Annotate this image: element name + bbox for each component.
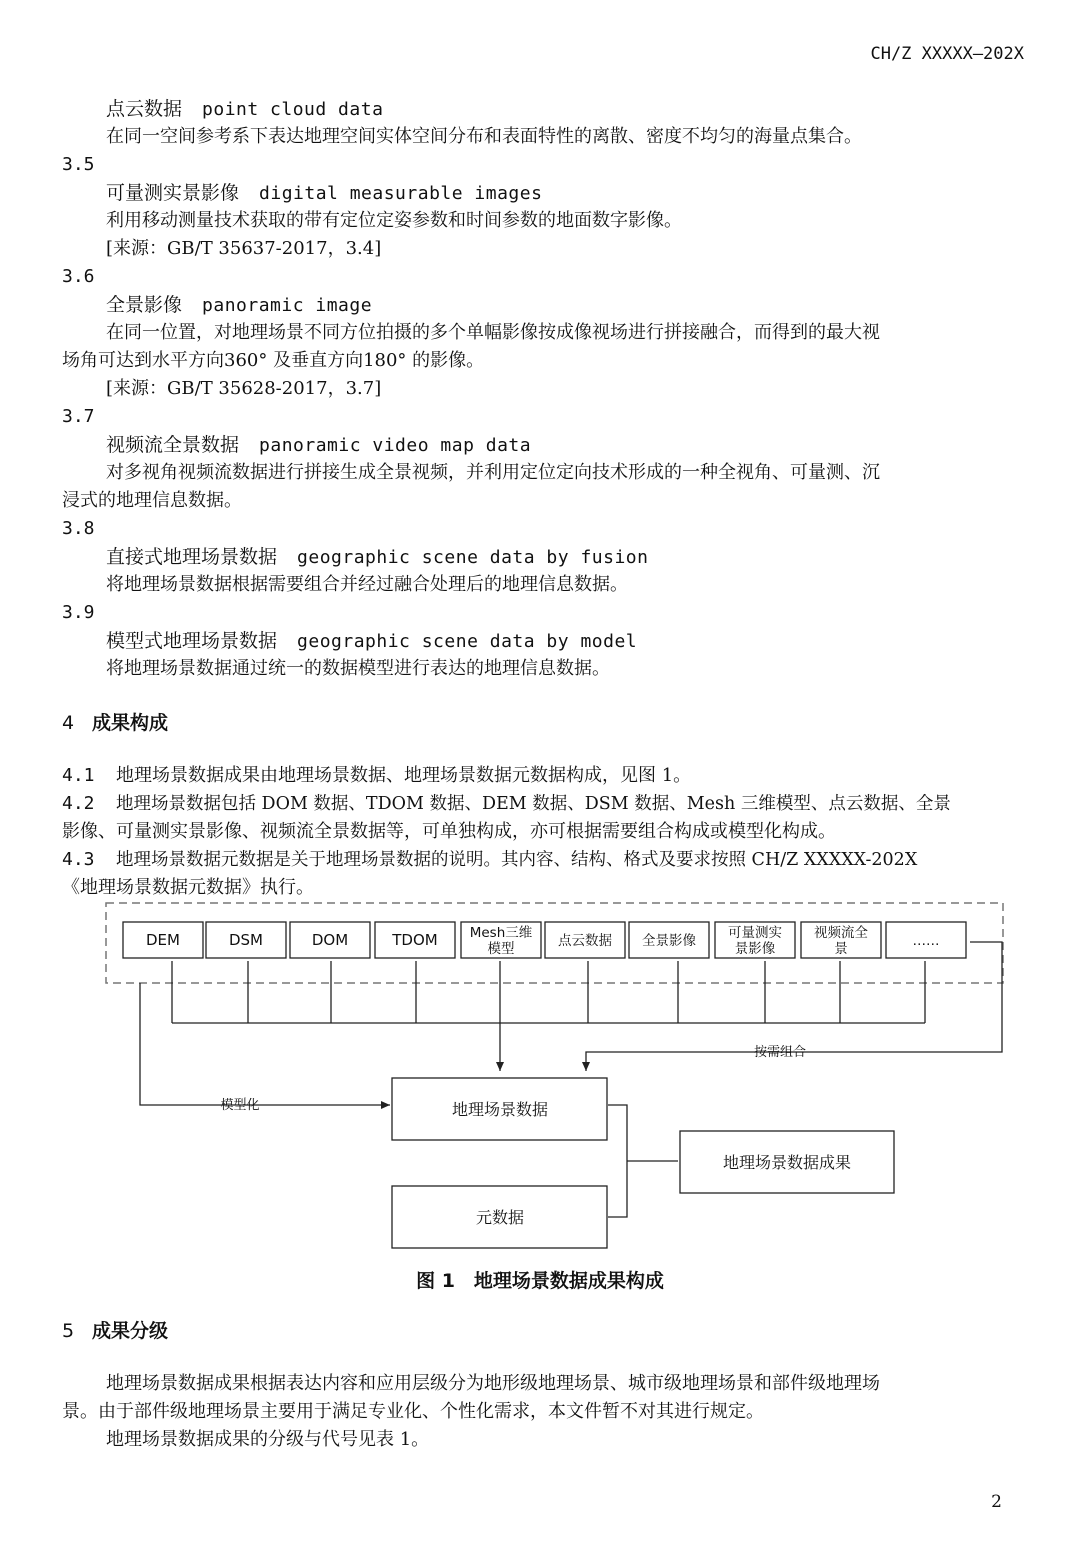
term-number: 3.5 (62, 154, 95, 175)
box-label-dem: DEM (146, 931, 180, 949)
term-definition: 将地理场景数据通过统一的数据模型进行表达的地理信息数据。 (106, 658, 610, 679)
term-zh: 全景影像 (106, 294, 183, 316)
box-label-dsm: DSM (228, 931, 264, 949)
term-zh: 模型式地理场景数据 (106, 630, 278, 652)
term-definition: 将地理场景数据根据需要组合并经过融合处理后的地理信息数据。 (106, 574, 628, 595)
term-source: [来源：GB/T 35628-2017，3.7] (106, 378, 382, 399)
term-heading (106, 545, 648, 570)
box-label-video-panorama: 视频流全 (814, 925, 868, 941)
paragraph-line: 地理场景数据成果的分级与代号见表 1。 (106, 1429, 430, 1450)
term-definition: 在同一空间参考系下表达地理空间实体空间分布和表面特性的离散、密度不均匀的海量点集合。 (106, 126, 862, 147)
box-label-mesh: 模型 (487, 941, 515, 957)
scene-data-label: 地理场景数据 (451, 1100, 549, 1119)
term-number: 3.8 (62, 518, 95, 539)
term-en: panoramic image (202, 295, 373, 316)
figure-diagram (0, 895, 1080, 1265)
box-label-tdom: TDOM (392, 931, 438, 949)
box-label-point-cloud: 点云数据 (558, 933, 612, 949)
clause-text: 地理场景数据包括 DOM 数据、TDOM 数据、DEM 数据、DSM 数据、Mesh 三维模型、点云数据、全景 (116, 794, 951, 814)
box-label-mesh: Mesh三维 (469, 925, 533, 941)
term-en: point cloud data (202, 99, 384, 120)
term-definition: 浸式的地理信息数据。 (62, 490, 242, 511)
clause-text: 地理场景数据元数据是关于地理场景数据的说明。其内容、结构、格式及要求按照 CH/Z XXXXX-202X (116, 850, 918, 870)
clause-text: 影像、可量测实景影像、视频流全景数据等，可单独构成，亦可根据需要组合构成或模型化构成。 (62, 821, 836, 842)
paragraph-line: 景。由于部件级地理场景主要用于满足专业化、个性化需求，本文件暂不对其进行规定。 (62, 1401, 764, 1422)
term-zh: 可量测实景影像 (106, 182, 240, 204)
term-number: 3.9 (62, 602, 95, 623)
section-title: 成果构成 (92, 712, 169, 734)
metadata-label: 元数据 (475, 1208, 525, 1227)
top-boxes-group (123, 922, 966, 958)
section-number: 4 (62, 712, 75, 734)
term-heading (106, 433, 531, 458)
box-label-measurable-image: 景影像 (734, 941, 776, 957)
section-title: 成果分级 (92, 1320, 169, 1342)
clause-text: 地理场景数据成果由地理场景数据、地理场景数据元数据构成，见图 1。 (116, 765, 692, 786)
term-heading (106, 629, 637, 654)
term-heading (106, 181, 542, 206)
box-label-measurable-image: 可量测实 (728, 925, 782, 941)
term-zh: 点云数据 (106, 98, 183, 120)
clause-text: 《地理场景数据元数据》执行。 (62, 877, 314, 898)
section-heading (62, 1318, 168, 1344)
term-definition: 利用移动测量技术获取的带有定位定姿参数和时间参数的地面数字影像。 (106, 210, 682, 231)
term-source: [来源：GB/T 35637-2017，3.4] (106, 238, 382, 259)
term-definition: 在同一位置，对地理场景不同方位拍摄的多个单幅影像按成像视场进行拼接融合，而得到的最大视 (106, 322, 880, 343)
clause-number: 4.2 (62, 793, 95, 814)
term-zh: 视频流全景数据 (106, 434, 240, 456)
section-heading (62, 710, 168, 736)
term-en: digital measurable images (259, 183, 543, 204)
term-number: 3.6 (62, 266, 95, 287)
box-label-panorama: 全景影像 (642, 933, 696, 949)
box-label-more: …… (912, 933, 940, 949)
label-combine: 按需组合 (753, 1045, 807, 1060)
term-heading (106, 293, 372, 318)
term-definition: 场角可达到水平方向360° 及垂直方向180° 的影像。 (62, 350, 485, 371)
figure-caption: 图 1 地理场景数据成果构成 (416, 1270, 664, 1292)
box-label-dom: DOM (311, 931, 349, 949)
result-label: 地理场景数据成果 (722, 1153, 852, 1172)
term-en: panoramic video map data (259, 435, 532, 456)
section-number: 5 (62, 1320, 75, 1342)
clause-number: 4.1 (62, 765, 95, 786)
term-number: 3.7 (62, 406, 95, 427)
clause-number: 4.3 (62, 849, 95, 870)
term-en: geographic scene data by model (297, 631, 638, 652)
term-definition: 对多视角视频流数据进行拼接生成全景视频，并利用定位定向技术形成的一种全视角、可量测、沉 (106, 462, 880, 483)
document-code: CH/Z XXXXX—202X (870, 44, 1024, 64)
term-heading (106, 97, 383, 122)
label-model: 模型化 (220, 1098, 260, 1113)
box-label-video-panorama: 景 (834, 941, 848, 957)
paragraph-line: 地理场景数据成果根据表达内容和应用层级分为地形级地理场景、城市级地理场景和部件级地理场 (106, 1373, 880, 1394)
page-number: 2 (991, 1492, 1002, 1512)
term-en: geographic scene data by fusion (297, 547, 649, 568)
term-zh: 直接式地理场景数据 (106, 546, 278, 568)
